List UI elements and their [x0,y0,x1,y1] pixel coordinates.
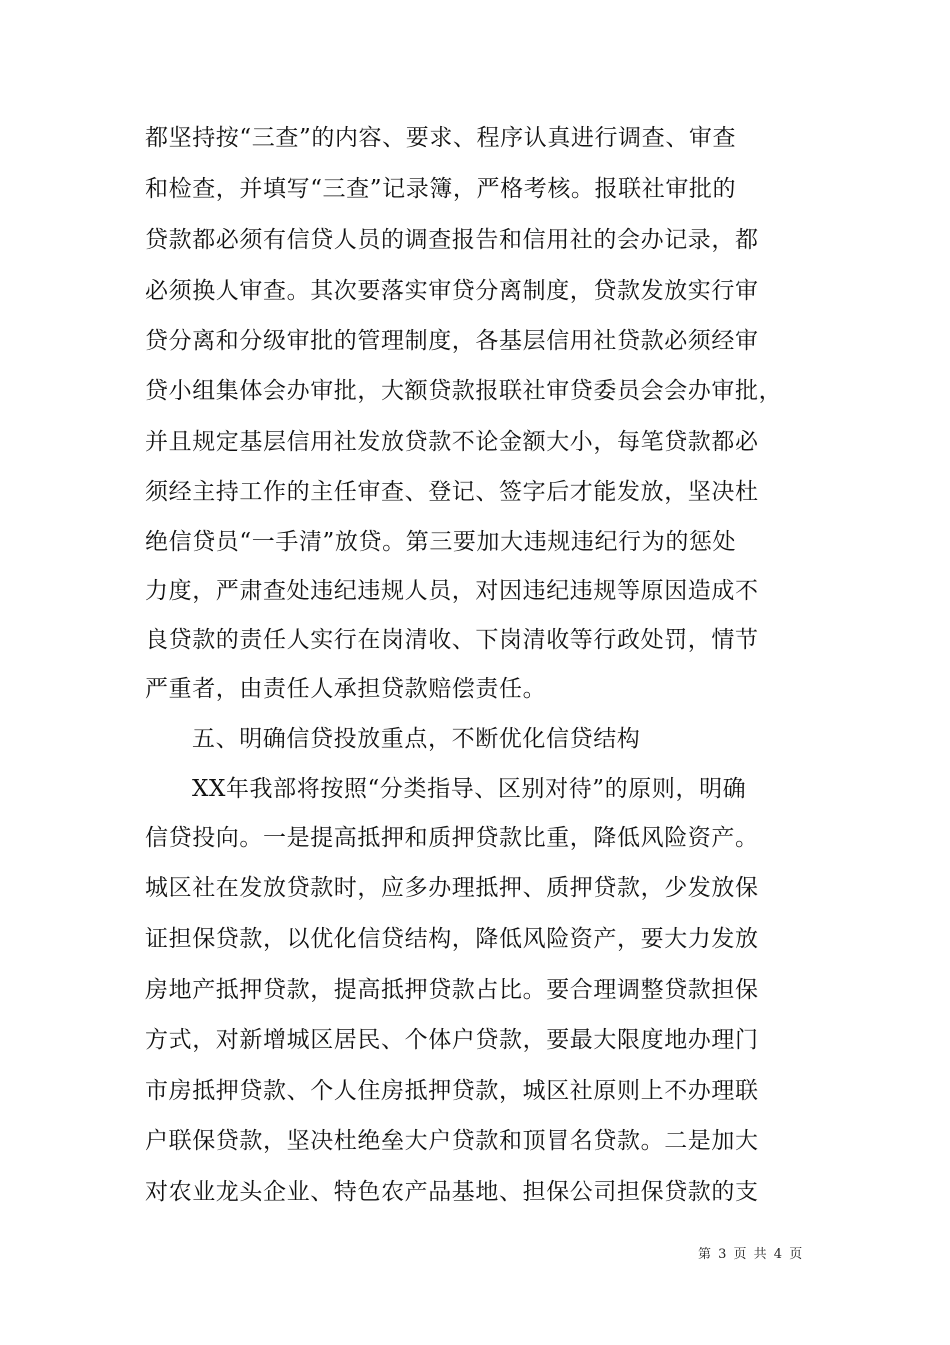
paragraph-1-line: 贷小组集体会办审批，大额贷款报联社审贷委员会会办审批， [145,378,783,404]
paragraph-1-line: 贷分离和分级审批的管理制度，各基层信用社贷款必须经审 [145,328,759,354]
paragraph-2-line: 对农业龙头企业、特色农产品基地、担保公司担保贷款的支 [145,1179,759,1205]
paragraph-2-line: 户联保贷款，坚决杜绝垒大户贷款和顶冒名贷款。二是加大 [145,1128,759,1154]
paragraph-1-line: 贷款都必须有信贷人员的调查报告和信用社的会办记录，都 [145,227,759,253]
paragraph-1-line: 并且规定基层信用社发放贷款不论金额大小，每笔贷款都必 [145,429,759,455]
paragraph-2-line: 城区社在发放贷款时，应多办理抵押、质押贷款，少发放保 [145,875,759,901]
page-number-footer: 第 3 页 共 4 页 [698,1247,803,1262]
paragraph-1-line: 须经主持工作的主任审查、登记、签字后才能发放，坚决杜 [145,479,759,505]
paragraph-1-line: 和检查，并填写“三查”记录簿，严格考核。报联社审批的 [145,176,737,202]
paragraph-1-line: 都坚持按“三查”的内容、要求、程序认真进行调查、审查 [145,125,737,151]
paragraph-2-line: 方式，对新增城区居民、个体户贷款，要最大限度地办理门 [145,1027,759,1053]
paragraph-2-line: 证担保贷款，以优化信贷结构，降低风险资产，要大力发放 [145,926,759,952]
paragraph-2-line: XX年我部将按照“分类指导、区别对待”的原则，明确 [192,776,747,802]
section-heading: 五、明确信贷投放重点，不断优化信贷结构 [192,726,641,752]
paragraph-2-line: 信贷投向。一是提高抵押和质押贷款比重，降低风险资产。 [145,825,759,851]
paragraph-1-line: 严重者，由责任人承担贷款赔偿责任。 [145,676,547,702]
paragraph-1-line: 必须换人审查。其次要落实审贷分离制度，贷款发放实行审 [145,278,759,304]
paragraph-2-line: 市房抵押贷款、个人住房抵押贷款，城区社原则上不办理联 [145,1078,759,1104]
paragraph-1-line: 良贷款的责任人实行在岗清收、下岗清收等行政处罚，情节 [145,627,759,653]
paragraph-1-line: 绝信贷员“一手清”放贷。第三要加大违规违纪行为的惩处 [145,529,737,555]
paragraph-2-line: 房地产抵押贷款，提高抵押贷款占比。要合理调整贷款担保 [145,977,759,1003]
paragraph-1-line: 力度，严肃查处违纪违规人员，对因违纪违规等原因造成不 [145,578,759,604]
